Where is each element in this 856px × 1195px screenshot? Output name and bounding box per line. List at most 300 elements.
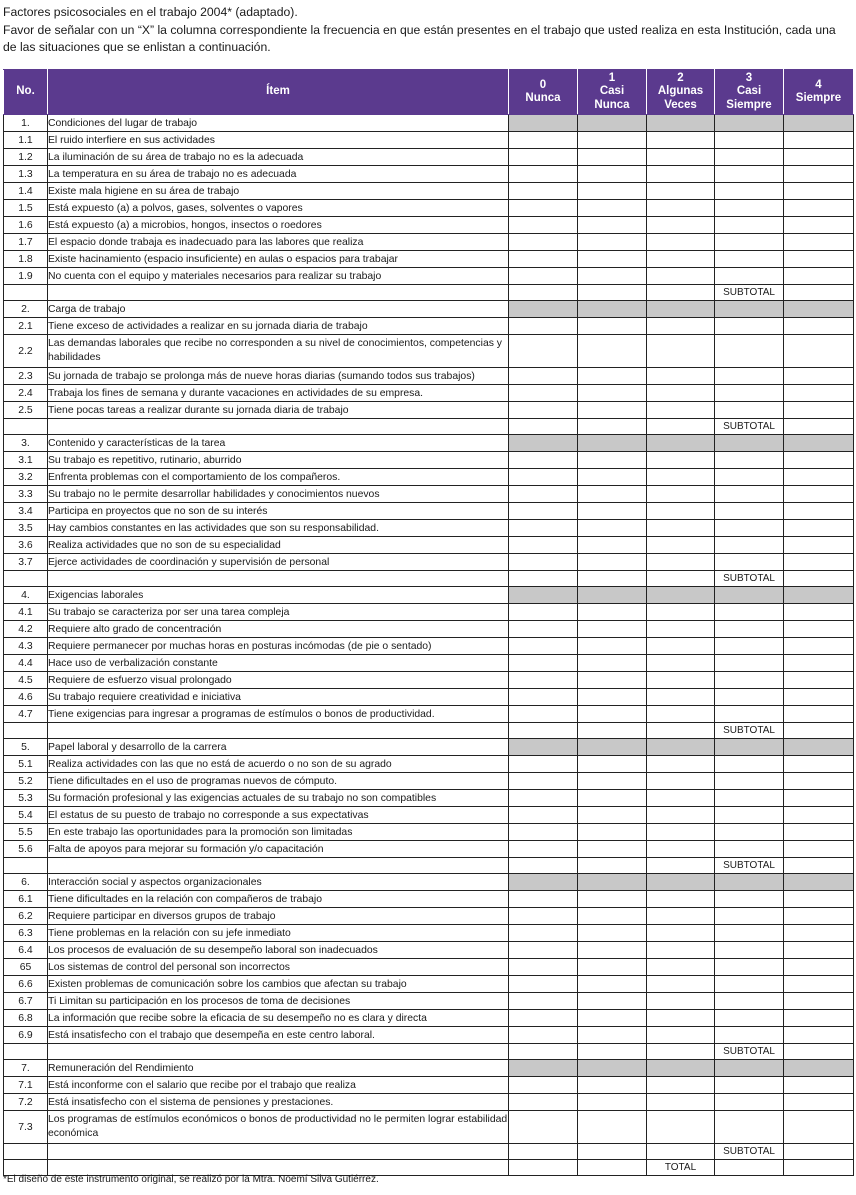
answer-cell-1[interactable] <box>578 503 647 520</box>
answer-cell-3[interactable] <box>715 200 784 217</box>
answer-cell-0[interactable] <box>509 469 578 486</box>
answer-cell-1[interactable] <box>578 908 647 925</box>
answer-cell-2[interactable] <box>647 132 715 149</box>
subtotal-blank <box>48 1144 509 1160</box>
answer-cell-4[interactable] <box>784 891 854 908</box>
answer-cell-1[interactable] <box>578 756 647 773</box>
category-shaded-cell <box>578 587 647 604</box>
answer-cell-3[interactable] <box>715 368 784 385</box>
answer-cell-0[interactable] <box>509 537 578 554</box>
answer-cell-2[interactable] <box>647 520 715 537</box>
answer-cell-3[interactable] <box>715 1094 784 1111</box>
answer-cell-0[interactable] <box>509 621 578 638</box>
answer-cell-3[interactable] <box>715 251 784 268</box>
answer-cell-3[interactable] <box>715 486 784 503</box>
subtotal-label: SUBTOTAL <box>715 571 784 587</box>
item-row <box>4 469 854 486</box>
answer-cell-4[interactable] <box>784 268 854 285</box>
category-shaded-cell <box>784 435 854 452</box>
answer-cell-2[interactable] <box>647 790 715 807</box>
category-title: Carga de trabajo <box>48 301 509 318</box>
answer-cell-3[interactable] <box>715 976 784 993</box>
answer-cell-1[interactable] <box>578 976 647 993</box>
answer-cell-0[interactable] <box>509 486 578 503</box>
item-text: Realiza actividades con las que no está de acuerdo o no son de su agrado <box>48 756 509 773</box>
answer-cell-4[interactable] <box>784 1010 854 1027</box>
answer-cell-0[interactable] <box>509 452 578 469</box>
answer-cell-4[interactable] <box>784 689 854 706</box>
item-number: 3.4 <box>4 503 48 520</box>
answer-cell-3[interactable] <box>715 268 784 285</box>
answer-cell-2[interactable] <box>647 402 715 419</box>
answer-cell-3[interactable] <box>715 1027 784 1044</box>
item-number: 1.7 <box>4 234 48 251</box>
answer-cell-3[interactable] <box>715 706 784 723</box>
answer-cell-2[interactable] <box>647 486 715 503</box>
answer-cell-0[interactable] <box>509 891 578 908</box>
answer-cell-1[interactable] <box>578 402 647 419</box>
answer-cell-2[interactable] <box>647 959 715 976</box>
item-row <box>4 554 854 571</box>
answer-cell-2[interactable] <box>647 773 715 790</box>
answer-cell-3[interactable] <box>715 385 784 402</box>
item-row <box>4 993 854 1010</box>
answer-cell-0[interactable] <box>509 1077 578 1094</box>
answer-cell-4[interactable] <box>784 807 854 824</box>
answer-cell-4[interactable] <box>784 655 854 672</box>
item-text: Requiere de esfuerzo visual prolongado <box>48 672 509 689</box>
answer-cell-3[interactable] <box>715 841 784 858</box>
answer-cell-4[interactable] <box>784 452 854 469</box>
category-number: 3. <box>4 435 48 452</box>
answer-cell-2[interactable] <box>647 554 715 571</box>
answer-cell-4[interactable] <box>784 841 854 858</box>
answer-cell-4[interactable] <box>784 217 854 234</box>
answer-cell-1[interactable] <box>578 1111 647 1144</box>
answer-cell-4[interactable] <box>784 318 854 335</box>
answer-cell-1[interactable] <box>578 1010 647 1027</box>
answer-cell-4[interactable] <box>784 486 854 503</box>
category-number: 1. <box>4 115 48 132</box>
answer-cell-0[interactable] <box>509 976 578 993</box>
answer-cell-1[interactable] <box>578 1027 647 1044</box>
answer-cell-1[interactable] <box>578 773 647 790</box>
answer-cell-4[interactable] <box>784 1077 854 1094</box>
answer-cell-0[interactable] <box>509 385 578 402</box>
answer-cell-3[interactable] <box>715 604 784 621</box>
answer-cell-0[interactable] <box>509 773 578 790</box>
answer-cell-2[interactable] <box>647 891 715 908</box>
answer-cell-3[interactable] <box>715 756 784 773</box>
answer-cell-2[interactable] <box>647 976 715 993</box>
answer-cell-0[interactable] <box>509 908 578 925</box>
answer-cell-3[interactable] <box>715 234 784 251</box>
subtotal-blank <box>647 285 715 301</box>
answer-cell-2[interactable] <box>647 807 715 824</box>
answer-cell-0[interactable] <box>509 335 578 368</box>
answer-cell-3[interactable] <box>715 621 784 638</box>
answer-cell-0[interactable] <box>509 959 578 976</box>
answer-cell-1[interactable] <box>578 268 647 285</box>
subtotal-blank <box>647 1144 715 1160</box>
answer-cell-2[interactable] <box>647 908 715 925</box>
answer-cell-3[interactable] <box>715 554 784 571</box>
answer-cell-0[interactable] <box>509 166 578 183</box>
answer-cell-4[interactable] <box>784 959 854 976</box>
answer-cell-0[interactable] <box>509 200 578 217</box>
answer-cell-3[interactable] <box>715 959 784 976</box>
answer-cell-1[interactable] <box>578 335 647 368</box>
category-shaded-cell <box>715 301 784 318</box>
answer-cell-3[interactable] <box>715 537 784 554</box>
item-text: Su trabajo requiere creatividad e iniciativa <box>48 689 509 706</box>
item-row <box>4 318 854 335</box>
item-text: Hay cambios constantes en las actividades que son su responsabilidad. <box>48 520 509 537</box>
item-number: 5.3 <box>4 790 48 807</box>
answer-cell-1[interactable] <box>578 486 647 503</box>
answer-cell-4[interactable] <box>784 132 854 149</box>
answer-cell-0[interactable] <box>509 1094 578 1111</box>
answer-cell-4[interactable] <box>784 149 854 166</box>
answer-cell-1[interactable] <box>578 251 647 268</box>
answer-cell-4[interactable] <box>784 385 854 402</box>
subtotal-blank <box>4 285 48 301</box>
answer-cell-2[interactable] <box>647 756 715 773</box>
answer-cell-2[interactable] <box>647 452 715 469</box>
answer-cell-2[interactable] <box>647 638 715 655</box>
answer-cell-2[interactable] <box>647 604 715 621</box>
answer-cell-1[interactable] <box>578 672 647 689</box>
answer-cell-0[interactable] <box>509 655 578 672</box>
answer-cell-2[interactable] <box>647 993 715 1010</box>
answer-cell-4[interactable] <box>784 251 854 268</box>
answer-cell-3[interactable] <box>715 469 784 486</box>
item-row <box>4 368 854 385</box>
answer-cell-1[interactable] <box>578 469 647 486</box>
answer-cell-4[interactable] <box>784 908 854 925</box>
answer-cell-2[interactable] <box>647 824 715 841</box>
subtotal-blank <box>647 419 715 435</box>
answer-cell-0[interactable] <box>509 841 578 858</box>
header-freq-label-2: Veces <box>664 98 697 111</box>
answer-cell-3[interactable] <box>715 689 784 706</box>
answer-cell-3[interactable] <box>715 638 784 655</box>
answer-cell-3[interactable] <box>715 520 784 537</box>
subtotal-row <box>4 419 854 435</box>
answer-cell-0[interactable] <box>509 1010 578 1027</box>
answer-cell-3[interactable] <box>715 132 784 149</box>
category-row <box>4 587 854 604</box>
answer-cell-3[interactable] <box>715 452 784 469</box>
answer-cell-0[interactable] <box>509 993 578 1010</box>
answer-cell-4[interactable] <box>784 604 854 621</box>
answer-cell-0[interactable] <box>509 925 578 942</box>
item-number: 1.1 <box>4 132 48 149</box>
category-title: Papel laboral y desarrollo de la carrera <box>48 739 509 756</box>
answer-cell-1[interactable] <box>578 166 647 183</box>
answer-cell-2[interactable] <box>647 841 715 858</box>
answer-cell-3[interactable] <box>715 807 784 824</box>
answer-cell-2[interactable] <box>647 234 715 251</box>
answer-cell-2[interactable] <box>647 268 715 285</box>
answer-cell-0[interactable] <box>509 824 578 841</box>
answer-cell-0[interactable] <box>509 554 578 571</box>
answer-cell-0[interactable] <box>509 149 578 166</box>
item-row <box>4 638 854 655</box>
answer-cell-4[interactable] <box>784 200 854 217</box>
answer-cell-1[interactable] <box>578 1077 647 1094</box>
answer-cell-3[interactable] <box>715 149 784 166</box>
answer-cell-0[interactable] <box>509 756 578 773</box>
answer-cell-4[interactable] <box>784 183 854 200</box>
item-text: Está insatisfecho con el sistema de pensiones y prestaciones. <box>48 1094 509 1111</box>
subtotal-value-cell[interactable] <box>784 723 854 739</box>
answer-cell-4[interactable] <box>784 402 854 419</box>
category-row <box>4 1060 854 1077</box>
answer-cell-1[interactable] <box>578 959 647 976</box>
total-value-cell[interactable] <box>715 1160 784 1176</box>
answer-cell-4[interactable] <box>784 621 854 638</box>
answer-cell-0[interactable] <box>509 790 578 807</box>
item-number: 4.1 <box>4 604 48 621</box>
answer-cell-2[interactable] <box>647 925 715 942</box>
answer-cell-1[interactable] <box>578 604 647 621</box>
answer-cell-1[interactable] <box>578 554 647 571</box>
answer-cell-3[interactable] <box>715 166 784 183</box>
answer-cell-0[interactable] <box>509 604 578 621</box>
answer-cell-4[interactable] <box>784 469 854 486</box>
answer-cell-0[interactable] <box>509 689 578 706</box>
answer-cell-3[interactable] <box>715 925 784 942</box>
answer-cell-2[interactable] <box>647 217 715 234</box>
answer-cell-4[interactable] <box>784 1094 854 1111</box>
answer-cell-3[interactable] <box>715 942 784 959</box>
item-number: 2.1 <box>4 318 48 335</box>
answer-cell-4[interactable] <box>784 824 854 841</box>
subtotal-value-cell[interactable] <box>784 858 854 874</box>
item-text: Los sistemas de control del personal son incorrectos <box>48 959 509 976</box>
answer-cell-4[interactable] <box>784 1027 854 1044</box>
answer-cell-3[interactable] <box>715 993 784 1010</box>
answer-cell-4[interactable] <box>784 520 854 537</box>
answer-cell-0[interactable] <box>509 183 578 200</box>
answer-cell-2[interactable] <box>647 1094 715 1111</box>
answer-cell-1[interactable] <box>578 638 647 655</box>
answer-cell-3[interactable] <box>715 655 784 672</box>
answer-cell-3[interactable] <box>715 891 784 908</box>
answer-cell-1[interactable] <box>578 385 647 402</box>
answer-cell-4[interactable] <box>784 335 854 368</box>
answer-cell-2[interactable] <box>647 1111 715 1144</box>
answer-cell-0[interactable] <box>509 318 578 335</box>
answer-cell-3[interactable] <box>715 1111 784 1144</box>
answer-cell-3[interactable] <box>715 672 784 689</box>
answer-cell-4[interactable] <box>784 790 854 807</box>
category-row <box>4 115 854 132</box>
answer-cell-3[interactable] <box>715 773 784 790</box>
answer-cell-1[interactable] <box>578 132 647 149</box>
answer-cell-4[interactable] <box>784 756 854 773</box>
answer-cell-3[interactable] <box>715 503 784 520</box>
answer-cell-3[interactable] <box>715 824 784 841</box>
answer-cell-0[interactable] <box>509 520 578 537</box>
answer-cell-4[interactable] <box>784 773 854 790</box>
answer-cell-1[interactable] <box>578 706 647 723</box>
answer-cell-1[interactable] <box>578 1094 647 1111</box>
answer-cell-0[interactable] <box>509 402 578 419</box>
category-shaded-cell <box>647 1060 715 1077</box>
answer-cell-2[interactable] <box>647 1027 715 1044</box>
answer-cell-2[interactable] <box>647 503 715 520</box>
answer-cell-2[interactable] <box>647 621 715 638</box>
answer-cell-1[interactable] <box>578 200 647 217</box>
answer-cell-2[interactable] <box>647 318 715 335</box>
answer-cell-4[interactable] <box>784 1111 854 1144</box>
answer-cell-0[interactable] <box>509 807 578 824</box>
answer-cell-2[interactable] <box>647 200 715 217</box>
answer-cell-0[interactable] <box>509 638 578 655</box>
category-shaded-cell <box>509 435 578 452</box>
answer-cell-4[interactable] <box>784 638 854 655</box>
item-text: Su trabajo no le permite desarrollar habilidades y conocimientos nuevos <box>48 486 509 503</box>
subtotal-value-cell[interactable] <box>784 1044 854 1060</box>
answer-cell-1[interactable] <box>578 368 647 385</box>
answer-cell-2[interactable] <box>647 368 715 385</box>
answer-cell-4[interactable] <box>784 976 854 993</box>
answer-cell-1[interactable] <box>578 234 647 251</box>
subtotal-blank <box>4 858 48 874</box>
answer-cell-1[interactable] <box>578 183 647 200</box>
item-number: 6.3 <box>4 925 48 942</box>
answer-cell-4[interactable] <box>784 706 854 723</box>
answer-cell-0[interactable] <box>509 672 578 689</box>
answer-cell-0[interactable] <box>509 503 578 520</box>
answer-cell-3[interactable] <box>715 217 784 234</box>
answer-cell-1[interactable] <box>578 149 647 166</box>
subtotal-value-cell[interactable] <box>784 571 854 587</box>
item-text: No cuenta con el equipo y materiales necesarios para realizar su trabajo <box>48 268 509 285</box>
item-number: 6.9 <box>4 1027 48 1044</box>
header-no: No. <box>4 70 48 115</box>
answer-cell-0[interactable] <box>509 132 578 149</box>
answer-cell-0[interactable] <box>509 251 578 268</box>
answer-cell-1[interactable] <box>578 790 647 807</box>
answer-cell-1[interactable] <box>578 655 647 672</box>
answer-cell-1[interactable] <box>578 621 647 638</box>
answer-cell-0[interactable] <box>509 1111 578 1144</box>
answer-cell-4[interactable] <box>784 993 854 1010</box>
header-row <box>4 70 854 115</box>
answer-cell-0[interactable] <box>509 368 578 385</box>
answer-cell-2[interactable] <box>647 335 715 368</box>
answer-cell-2[interactable] <box>647 655 715 672</box>
answer-cell-2[interactable] <box>647 166 715 183</box>
answer-cell-4[interactable] <box>784 503 854 520</box>
answer-cell-2[interactable] <box>647 537 715 554</box>
answer-cell-2[interactable] <box>647 706 715 723</box>
answer-cell-2[interactable] <box>647 469 715 486</box>
answer-cell-0[interactable] <box>509 234 578 251</box>
item-row <box>4 217 854 234</box>
item-text: Los programas de estímulos económicos o bonos de productividad no le permiten lograr estabilidad económica <box>48 1111 509 1144</box>
answer-cell-4[interactable] <box>784 942 854 959</box>
answer-cell-4[interactable] <box>784 166 854 183</box>
answer-cell-4[interactable] <box>784 554 854 571</box>
answer-cell-3[interactable] <box>715 402 784 419</box>
answer-cell-1[interactable] <box>578 318 647 335</box>
item-number: 5.2 <box>4 773 48 790</box>
answer-cell-1[interactable] <box>578 925 647 942</box>
answer-cell-1[interactable] <box>578 452 647 469</box>
item-row <box>4 166 854 183</box>
answer-cell-2[interactable] <box>647 689 715 706</box>
subtotal-value-cell[interactable] <box>784 1144 854 1160</box>
item-row <box>4 1010 854 1027</box>
category-shaded-cell <box>509 874 578 891</box>
answer-cell-0[interactable] <box>509 1027 578 1044</box>
answer-cell-2[interactable] <box>647 149 715 166</box>
answer-cell-1[interactable] <box>578 807 647 824</box>
answer-cell-0[interactable] <box>509 268 578 285</box>
answer-cell-3[interactable] <box>715 183 784 200</box>
subtotal-blank <box>578 419 647 435</box>
header-freq-3 <box>715 70 784 115</box>
answer-cell-0[interactable] <box>509 706 578 723</box>
answer-cell-1[interactable] <box>578 993 647 1010</box>
category-shaded-cell <box>647 739 715 756</box>
answer-cell-4[interactable] <box>784 925 854 942</box>
answer-cell-1[interactable] <box>578 841 647 858</box>
answer-cell-1[interactable] <box>578 891 647 908</box>
answer-cell-2[interactable] <box>647 385 715 402</box>
answer-cell-2[interactable] <box>647 251 715 268</box>
answer-cell-3[interactable] <box>715 318 784 335</box>
answer-cell-0[interactable] <box>509 217 578 234</box>
subtotal-blank <box>509 858 578 874</box>
answer-cell-2[interactable] <box>647 1077 715 1094</box>
answer-cell-4[interactable] <box>784 672 854 689</box>
answer-cell-2[interactable] <box>647 672 715 689</box>
item-number: 2.2 <box>4 335 48 368</box>
answer-cell-3[interactable] <box>715 908 784 925</box>
answer-cell-1[interactable] <box>578 520 647 537</box>
item-number: 5.6 <box>4 841 48 858</box>
answer-cell-1[interactable] <box>578 824 647 841</box>
answer-cell-3[interactable] <box>715 335 784 368</box>
answer-cell-3[interactable] <box>715 790 784 807</box>
answer-cell-0[interactable] <box>509 942 578 959</box>
answer-cell-2[interactable] <box>647 1010 715 1027</box>
answer-cell-4[interactable] <box>784 537 854 554</box>
item-number: 3.3 <box>4 486 48 503</box>
answer-cell-3[interactable] <box>715 1010 784 1027</box>
answer-cell-1[interactable] <box>578 217 647 234</box>
answer-cell-4[interactable] <box>784 234 854 251</box>
category-title: Contenido y características de la tarea <box>48 435 509 452</box>
item-number: 4.7 <box>4 706 48 723</box>
answer-cell-1[interactable] <box>578 689 647 706</box>
subtotal-blank <box>509 1044 578 1060</box>
subtotal-value-cell[interactable] <box>784 419 854 435</box>
answer-cell-2[interactable] <box>647 942 715 959</box>
answer-cell-4[interactable] <box>784 368 854 385</box>
subtotal-value-cell[interactable] <box>784 285 854 301</box>
subtotal-label: SUBTOTAL <box>715 1144 784 1160</box>
answer-cell-1[interactable] <box>578 942 647 959</box>
answer-cell-2[interactable] <box>647 183 715 200</box>
answer-cell-1[interactable] <box>578 537 647 554</box>
answer-cell-3[interactable] <box>715 1077 784 1094</box>
